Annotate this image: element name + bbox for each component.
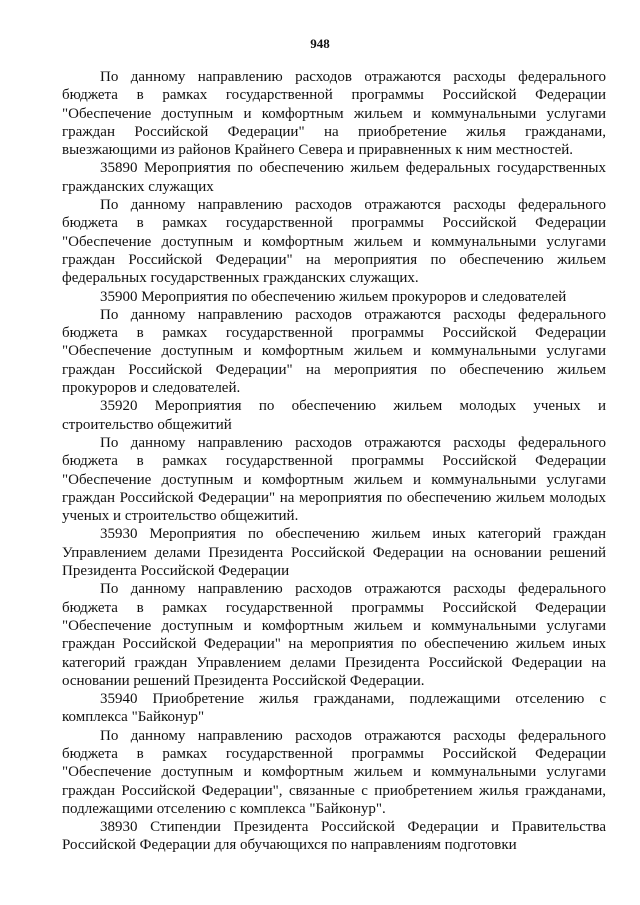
paragraph-35940-body: По данному направлению расходов отражаются расходы федерального бюджета в рамках государственной программы Российской Федерации "Обеспечение доступным и комфортным жильем и коммунальными услугами граждан Российской Федерации", связанные с приобретением жилья гражданами, подлежащими отселению с комплекса "Байконур". — [62, 727, 606, 817]
paragraph-35920-body: По данному направлению расходов отражаются расходы федерального бюджета в рамках государственной программы Российской Федерации "Обеспечение доступным и комфортным жильем и коммунальными услугами граждан Российской Федерации" на мероприятия по обеспечению жильем молодых ученых и строительство общежитий. — [62, 434, 606, 525]
page-number: 948 — [310, 36, 330, 51]
document-body — [62, 68, 606, 855]
heading-35930: 35930 Мероприятия по обеспечению жильем иных категорий граждан Управлением делами Президента Российской Федерации на основании решений Президента Российской Федерации — [62, 526, 606, 580]
paragraph-intro-body: По данному направлению расходов отражаются расходы федерального бюджета в рамках государственной программы Российской Федерации "Обеспечение доступным и комфортным жильем и коммунальными услугами граждан Российской Федерации" на приобретение жилья гражданами, выезжающими из районов Крайнего Севера и приравненных к ним местностей. — [62, 69, 606, 159]
heading-35940: 35940 Приобретение жилья гражданами, подлежащими отселению с комплекса "Байконур" — [62, 691, 606, 726]
heading-35920: 35920 Мероприятия по обеспечению жильем молодых ученых и строительство общежитий — [62, 398, 606, 433]
heading-35900: 35900 Мероприятия по обеспечению жильем прокуроров и следователей — [100, 288, 567, 305]
heading-35890: 35890 Мероприятия по обеспечению жильем федеральных государственных гражданских служащих — [62, 160, 606, 195]
paragraph-35890-body: По данному направлению расходов отражаются расходы федерального бюджета в рамках государственной программы Российской Федерации "Обеспечение доступным и комфортным жильем и коммунальными услугами граждан Российской Федерации" на мероприятия по обеспечению жильем федеральных государственных гражданских служащих. — [62, 197, 606, 287]
heading-38930: 38930 Стипендии Президента Российской Федерации и Правительства Российской Федерации для обучающихся по направлениям подготовки — [62, 819, 606, 854]
paragraph-35930-body: По данному направлению расходов отражаются расходы федерального бюджета в рамках государственной программы Российской Федерации "Обеспечение доступным и комфортным жильем и коммунальными услугами граждан Российской Федерации" на мероприятия по обеспечению жильем иных категорий граждан Управлением делами Президента Российской Федерации на основании решений Президента Российской Федерации. — [62, 581, 606, 689]
paragraph-35900-body: По данному направлению расходов отражаются расходы федерального бюджета в рамках государственной программы Российской Федерации "Обеспечение доступным и комфортным жильем и коммунальными услугами граждан Российской Федерации" на мероприятия по обеспечению жильем прокуроров и следователей. — [62, 306, 606, 397]
